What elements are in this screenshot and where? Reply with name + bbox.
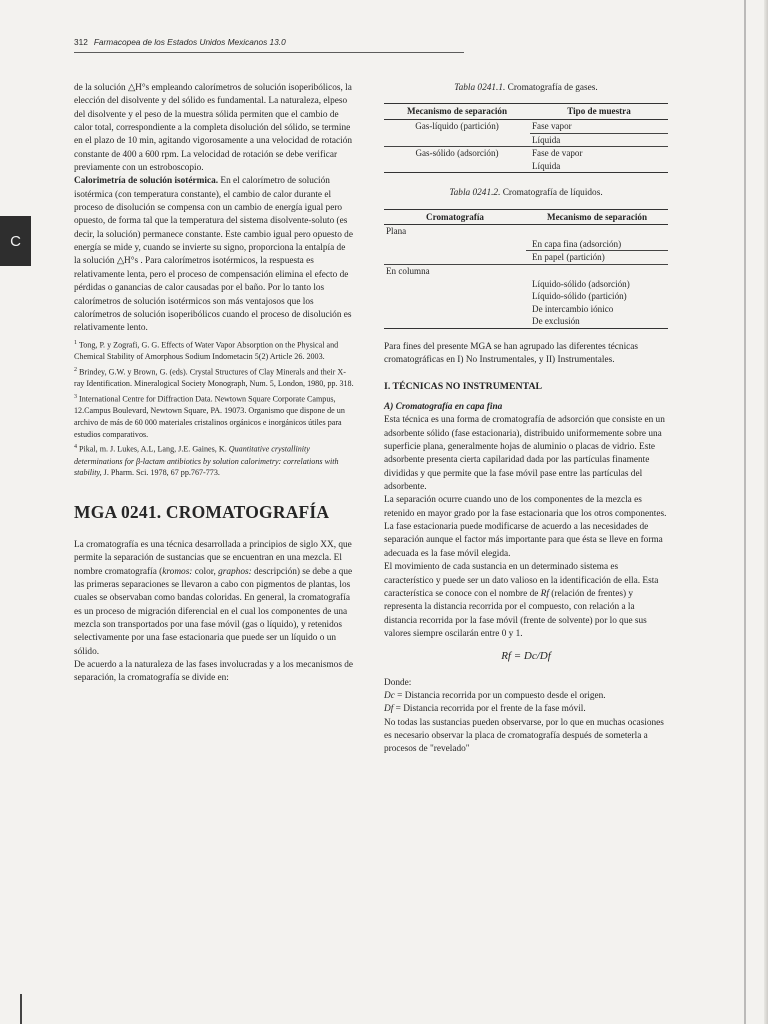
symbol-dc: Dc [384, 690, 395, 701]
rf-formula: Rf = Dc/Df [501, 650, 551, 663]
text-run: (relación de frentes) y representa la distancia recorrida por el compuesto, con relación a la distancia recorrida por la fase móvil (frente de solvente) por lo que sus valores siempre oscilarán entre 0 y 1. [384, 588, 647, 639]
table-row [384, 265, 668, 278]
footnote-4 [74, 442, 354, 479]
table-row [384, 160, 668, 173]
paragraph-grouping: Para fines del presente MGA se han agrupado las diferentes técnicas cromatográficas en I) No Instrumentales, y II) Instrumentales. [384, 342, 639, 366]
footnote-3 [74, 392, 354, 441]
table-cell [384, 315, 526, 328]
table-cell [384, 133, 530, 147]
paragraph-dissolution: de la solución △H°s empleando calorímetros de solución isoperibólicos, la elección del disolvente y del sólido es fundamental. La naturaleza, elpeso del disolvente y el peso de la muestra sólida permiten que el cambio de calor total, correspondiente a la completa disolución del sólido, se termine en el plazo de 10 min, agitando vigorosamente a una velocidad de rotación constante de 400 a 600 rpm. La velocidad de rotación se debe verificar previamente con un estroboscopio. [74, 83, 353, 174]
paragraph-chromatography-intro [74, 539, 354, 659]
table-cell [384, 160, 530, 173]
isothermal-text: En el calorímetro de solución isotérmica (con temperatura constante), el cambio de calor durante el proceso de disolución se compensa con un cambio de energía igual pero opuesto, de forma tal que la temperatura del sistema disolvente-soluto (es decir, la solución) permanece constante. Este cambio igual pero opuesto de energía se mide y, cuando se invierte su signo, proporciona la entalpía de la solución △H°s . Para calorímetros isotérmicos, la respuesta es relativamente lenta, pero el proceso de compensación elimina el efecto de pérdidas o ganancias de calor causadas por el baño. Por lo tanto los calorímetros de solución isotérmicos son más ventajosos que los calorímetros de solución isoperibólicos cuando el proceso de disolución es relativamente lento. [74, 176, 353, 334]
definition-dc [384, 690, 668, 703]
footnote-text: Brindey, G.W. y Brown, G. (eds). Crystal Structures of Clay Minerals and their X-ray Identification. Mineralogical Society Monograph, Num. 5, London, 1980, pp. 318. [74, 367, 354, 389]
table-cell: Fase vapor [530, 119, 668, 133]
section-thumb-tab: C [0, 216, 31, 266]
paragraph-classification: De acuerdo a la naturaleza de las fases involucradas y a los mecanismos de separación, la cromatografía se divide en: [74, 660, 354, 684]
page-edge [764, 0, 768, 1024]
footnote-marker: 1 [74, 339, 77, 346]
caption-label: Tabla 0241.1. [454, 83, 506, 93]
footnote-marker: 4 [74, 444, 77, 451]
table-cell [526, 225, 668, 238]
table-header: Mecanismo de separación [526, 209, 668, 225]
table-row [384, 119, 668, 133]
term-graphos: graphos: [218, 566, 252, 577]
table-cell: En columna [386, 266, 430, 277]
scan-shadow-line [744, 0, 746, 1024]
table-cell: Gas-líquido (partición) [415, 120, 499, 131]
table-cell [384, 278, 526, 291]
caption-text: Cromatografía de gases. [505, 83, 598, 93]
footnote-text: Tong, P. y Zografi, G. G. Effects of Water Vapor Absorption on the Physical and Chemical Stability of Amorphous Sodium Indometacin 5(2) Article 26. 2003. [74, 340, 339, 361]
text-run: La cromatografía es una técnica desarrollada a principios de siglo XX, que permite la separación de sustancias que se encuentran en una mezcla. El nombre cromatografía ( [74, 540, 352, 577]
footnote-marker: 3 [74, 393, 77, 400]
running-header [74, 37, 464, 53]
definition-df [384, 703, 668, 716]
liquid-chromatography-table [384, 209, 668, 329]
table-cell [384, 290, 526, 303]
donde-label: Donde: [384, 677, 412, 688]
footnotes [74, 338, 354, 479]
table-cell: En papel (partición) [526, 251, 668, 265]
table-cell: De exclusión [526, 315, 668, 328]
table-header: Cromatografía [384, 209, 526, 225]
table-cell [384, 238, 526, 251]
right-column [384, 82, 668, 757]
table-row [384, 303, 668, 316]
publication-title: Farmacopea de los Estados Unidos Mexicanos 13.0 [93, 37, 286, 47]
caption-text: Cromatografía de líquidos. [500, 188, 603, 199]
table-row [384, 251, 668, 265]
paragraph-thin-layer: Esta técnica es una forma de cromatografía de adsorción que consiste en un adsorbente sólido (fase estacionaria), distribuido uniformemente sobre una superficie plana, generalmente hojas de aluminio o placas de vidrio. Este adsorbente presenta cierta capilaridad dada por las partículas finamente divididas y que permite que la fase móvil pase entre las partículas del adsorbente. [384, 415, 665, 493]
table-row [384, 278, 668, 291]
table1-caption [384, 82, 668, 95]
page-number: 312 [74, 37, 88, 47]
footnote-text: Pikal, m. J. Lukes, A.L, Lang, J.E. Gaines, K. [77, 444, 229, 454]
text-run: descripción) se debe a que las primeras separaciones se llevaron a cabo con pigmentos de plantas, los cuales se observaban como bandas coloridas. En general, la cromatografía es un proceso de migración diferencial en el cual los componentes de una mezcla son transportados por una fase móvil (gas o líquido), y retenidos selectivamente por una fase estacionaria que puede ser un líquido o un sólido. [74, 566, 353, 657]
text-run: color, [192, 566, 219, 577]
symbol-df: Df [384, 704, 394, 715]
scan-mark [20, 994, 22, 1024]
paragraph-rf [384, 561, 668, 641]
table-row [384, 225, 668, 238]
footnote-1 [74, 338, 354, 363]
table-cell: Líquida [530, 160, 668, 173]
paragraph-isothermal [74, 175, 354, 335]
table-row [384, 238, 668, 251]
heading-thin-layer: A) Cromatografía en capa fina [384, 402, 503, 413]
term-kromos: kromos: [162, 566, 193, 577]
isothermal-heading: Calorimetría de solución isotérmica. [74, 176, 219, 187]
table-cell [384, 251, 526, 265]
footnote-text: J. Pharm. Sci. 1978, 67 pp.767-773. [101, 468, 220, 478]
gas-chromatography-table [384, 103, 668, 173]
footnote-italic-title: Quantitative crystallinity determinations for β-lactam antibiotics by solution calorimetry: correlations with stability, [74, 444, 339, 478]
table-cell: Gas-sólido (adsorción) [384, 147, 530, 160]
table-row [384, 315, 668, 328]
table-cell [526, 265, 668, 278]
paragraph-revealing: No todas las sustancias pueden observarse, por lo que en muchas ocasiones es necesario observar la placa de cromatografía después de someterla a procesos de "revelado" [384, 717, 664, 755]
table-row [384, 147, 668, 160]
table-header: Tipo de muestra [530, 104, 668, 120]
table-cell: De intercambio iónico [532, 303, 614, 314]
definition-text: = Distancia recorrida por un compuesto desde el origen. [394, 690, 606, 701]
text-run: El movimiento de cada sustancia en un determinado sistema es característico y puede ser un dato valioso en la identificación de ella. Esta característica se conoce con el nombre de [384, 562, 659, 599]
section-title: MGA 0241. CROMATOGRAFÍA [74, 502, 330, 523]
table-cell: Líquido-sólido (adsorción) [532, 278, 630, 289]
caption-label: Tabla 0241.2. [449, 188, 501, 199]
left-column [74, 82, 354, 686]
table2-caption [384, 187, 668, 200]
rf-symbol: Rf [540, 588, 549, 599]
table-cell: Líquida [532, 134, 561, 145]
table-row [384, 133, 668, 147]
table-cell: Fase de vapor [530, 147, 668, 160]
heading-non-instrumental: I. TÉCNICAS NO INSTRUMENTAL [384, 380, 543, 392]
definition-text: = Distancia recorrida por el frente de la fase móvil. [393, 704, 586, 715]
table-row [384, 290, 668, 303]
table-cell: En capa fina (adsorción) [526, 238, 668, 251]
table-cell: Líquido-sólido (partición) [532, 291, 627, 302]
paragraph-separation: La separación ocurre cuando uno de los componentes de la mezcla es retenido en mayor grado por la fase estacionaria que los otros componentes. La fase estacionaria puede modificarse de acuerdo a las necesidades de separación aunque el factor más importante para que ésta se lleve en forma adecuada es la fase móvil elegida. [384, 495, 667, 559]
table-header: Mecanismo de separación [384, 104, 530, 120]
footnote-2 [74, 365, 354, 390]
table-cell: Plana [386, 226, 407, 237]
footnote-text: International Centre for Diffraction Data. Newtown Square Corporate Campus, 12.Campus Boulevard, Newtown Square, PA. 19073. Organismo que dispone de un archivo de más de 60 000 materiales cristalinos orgánicos e inorgánicos útiles para estudios comparativos. [74, 394, 345, 439]
table-cell [384, 303, 526, 316]
footnote-marker: 2 [74, 366, 77, 373]
